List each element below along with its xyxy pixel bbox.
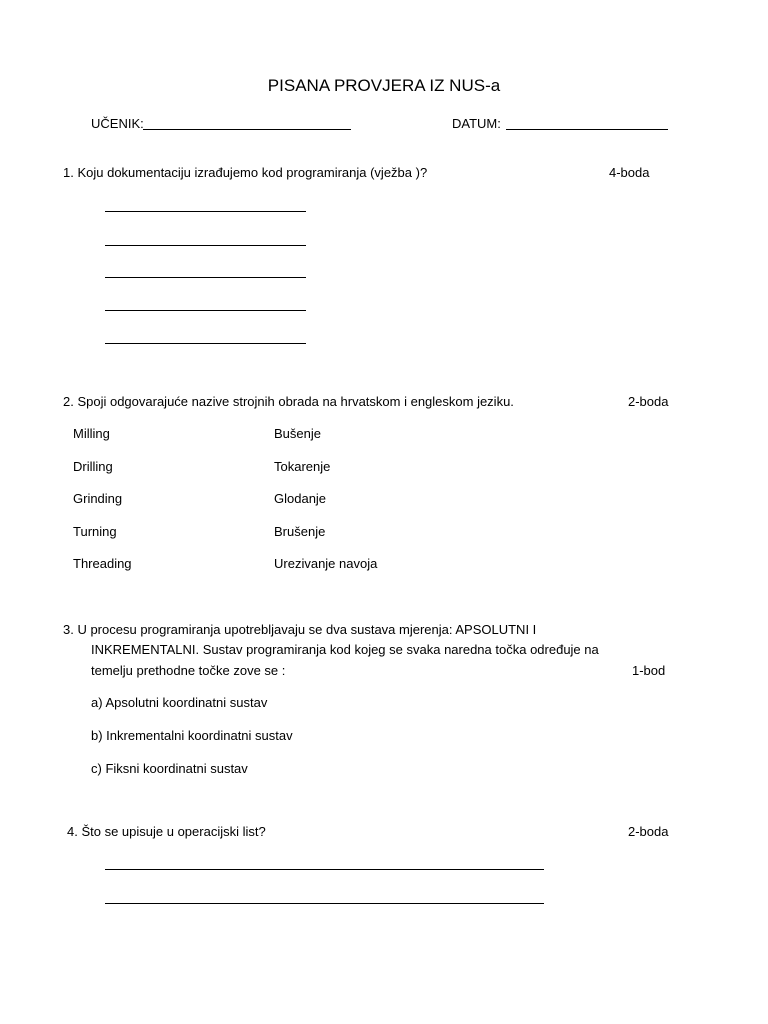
question-3-points: 1-bod xyxy=(632,663,666,678)
croatian-term-tokarenje: Tokarenje xyxy=(274,459,331,474)
student-name-line[interactable] xyxy=(143,129,351,130)
english-term-drilling: Drilling xyxy=(73,459,113,474)
answer-line-1-5[interactable] xyxy=(105,343,306,344)
question-3-line-1: 3. U procesu programiranja upotrebljavaju se dva sustava mjerenja: APSOLUTNI I xyxy=(63,622,537,637)
answer-line-4-1[interactable] xyxy=(105,869,544,870)
croatian-term-glodanje: Glodanje xyxy=(274,491,327,506)
question-4-points: 2-boda xyxy=(628,824,669,839)
question-3-line-3: temelju prethodne točke zove se : xyxy=(91,663,286,678)
student-label: UČENIK: xyxy=(91,116,144,131)
question-4-text: 4. Što se upisuje u operacijski list? xyxy=(67,824,266,839)
croatian-term-brusenje: Brušenje xyxy=(274,524,326,539)
answer-line-4-2[interactable] xyxy=(105,903,544,904)
question-1-points: 4-boda xyxy=(609,165,650,180)
answer-line-1-1[interactable] xyxy=(105,211,306,212)
question-2-points: 2-boda xyxy=(628,394,669,409)
question-3-option-b[interactable]: b) Inkrementalni koordinatni sustav xyxy=(91,728,293,743)
answer-line-1-4[interactable] xyxy=(105,310,306,311)
english-term-turning: Turning xyxy=(73,524,117,539)
date-label: DATUM: xyxy=(452,116,501,131)
question-1-text: 1. Koju dokumentaciju izrađujemo kod programiranja (vježba )? xyxy=(63,165,428,180)
english-term-milling: Milling xyxy=(73,426,110,441)
question-2-text: 2. Spoji odgovarajuće nazive strojnih obrada na hrvatskom i engleskom jeziku. xyxy=(63,394,514,409)
date-line[interactable] xyxy=(506,129,668,130)
question-3-option-a[interactable]: a) Apsolutni koordinatni sustav xyxy=(91,695,268,710)
croatian-term-busenje: Bušenje xyxy=(274,426,321,441)
question-3-line-2: INKREMENTALNI. Sustav programiranja kod kojeg se svaka naredna točka određuje na xyxy=(91,642,599,657)
answer-line-1-3[interactable] xyxy=(105,277,306,278)
english-term-threading: Threading xyxy=(73,556,132,571)
page-title: PISANA PROVJERA IZ NUS-a xyxy=(267,76,501,95)
answer-line-1-2[interactable] xyxy=(105,245,306,246)
english-term-grinding: Grinding xyxy=(73,491,123,506)
croatian-term-urezivanje-navoja: Urezivanje navoja xyxy=(274,556,378,571)
question-3-option-c[interactable]: c) Fiksni koordinatni sustav xyxy=(91,761,248,776)
